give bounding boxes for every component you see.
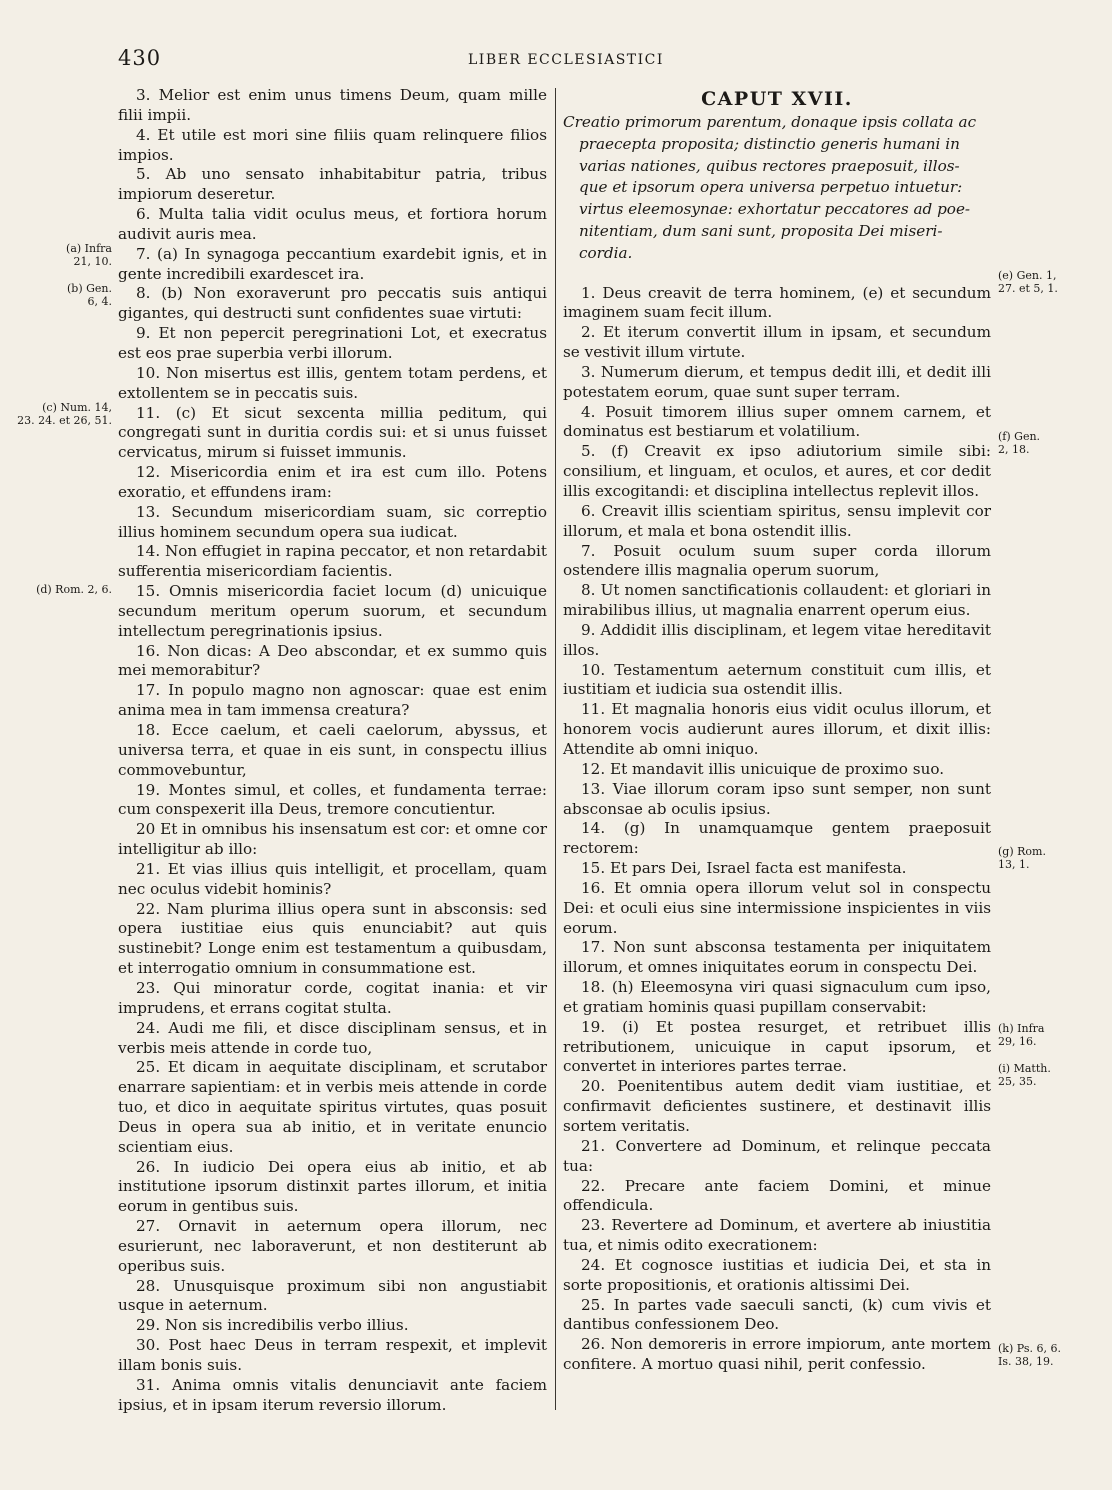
chapter-summary bbox=[563, 112, 991, 265]
summary-line: cordia. bbox=[579, 243, 633, 262]
verse: 6. Creavit illis scientiam spiritus, sensu implevit cor illorum, et mala et bona ostendit illis. bbox=[563, 501, 991, 540]
margin-note-d: (d) Rom. 2, 6. bbox=[36, 583, 112, 596]
verse: 29. Non sis incredibilis verbo illius. bbox=[136, 1316, 409, 1335]
verse: 24. Audi me fili, et disce disciplinam sensus, et in verbis meis attende in corde tuo, bbox=[118, 1018, 547, 1057]
verse: 20. Poenitentibus autem dedit viam iustitiae, et confirmavit deficientes sustinere, et destinavit illis sortem veritatis. bbox=[563, 1077, 991, 1136]
verse: 21. Convertere ad Dominum, et relinque peccata tua: bbox=[563, 1136, 991, 1175]
verse: 9. Et non pepercit peregrinationi Lot, et execratus est eos prae superbia verbi illorum. bbox=[118, 324, 547, 362]
margin-note-g: (g) Rom. 13, 1. bbox=[998, 845, 1046, 871]
verse: 23. Revertere ad Dominum, et avertere ab iniustitia tua, et nimis odito execrationem: bbox=[563, 1216, 991, 1255]
verse: 16. Non dicas: A Deo abscondar, et ex summo quis mei memorabitur? bbox=[118, 641, 547, 680]
summary-line: nitentiam, dum sani sunt, proposita Dei miseri- bbox=[579, 221, 943, 240]
verse: 4. Posuit timorem illius super omnem carnem, et dominatus est bestiarum et volatilium. bbox=[563, 402, 991, 441]
margin-note-h: (h) Infra 29, 16. bbox=[998, 1022, 1045, 1048]
verse: 22. Precare ante faciem Domini, et minue offendicula. bbox=[563, 1176, 991, 1215]
verse: 4. Et utile est mori sine filiis quam relinquere filios impios. bbox=[118, 125, 547, 164]
right-verses bbox=[563, 284, 991, 1375]
verse: 11. (c) Et sicut sexcenta millia peditum, qui congregati sunt in duritia cordis sui: et si unus fuisset cervicatus, mirum si fuisset immunis. bbox=[118, 403, 547, 462]
verse: 26. Non demoreris in errore impiorum, ante mortem confitere. A mortuo quasi nihil, perit confessio. bbox=[563, 1335, 991, 1374]
verse: 7. (a) In synagoga peccantium exardebit ignis, et in gente incredibili exardescet ira. bbox=[118, 244, 547, 283]
verse: 17. Non sunt absconsa testamenta per iniquitatem illorum, et omnes iniquitates eorum in conspectu Dei. bbox=[563, 938, 991, 977]
verse: 12. Misericordia enim et ira est cum illo. Potens exoratio, et effundens iram: bbox=[118, 463, 547, 501]
margin-note-e: (e) Gen. 1, 27. et 5, 1. bbox=[998, 269, 1058, 295]
summary-line: que et ipsorum opera universa perpetuo intuetur: bbox=[579, 178, 963, 197]
verse: 15. Omnis misericordia faciet locum (d) unicuique secundum meritum operum suorum, et secundum intellectum peregrinationis ipsius. bbox=[118, 582, 547, 640]
chapter-heading: CAPUT XVII. bbox=[701, 88, 853, 110]
right-column bbox=[563, 86, 991, 1375]
verse: 31. Anima omnis vitalis denunciavit ante faciem ipsius, et in ipsam iterum reversio illorum. bbox=[118, 1375, 547, 1414]
margin-note-f: (f) Gen. 2, 18. bbox=[998, 430, 1041, 456]
verse: 3. Numerum dierum, et tempus dedit illi, et dedit illi potestatem eorum, quae sunt super terram. bbox=[563, 362, 991, 401]
verse: 30. Post haec Deus in terram respexit, et implevit illam bonis suis. bbox=[118, 1336, 547, 1374]
verse: 24. Et cognosce iustitias et iudicia Dei, et sta in sorte propositionis, et orationis altissimi Dei. bbox=[563, 1255, 991, 1294]
verse: 10. Testamentum aeternum constituit cum illis, et iustitiam et iudicia sua ostendit illis. bbox=[563, 660, 991, 699]
verse: 18. (h) Eleemosyna viri quasi signaculum cum ipso, et gratiam hominis quasi pupillam conservabit: bbox=[563, 978, 991, 1016]
verse: 21. Et vias illius quis intelligit, et procellam, quam nec oculus videbit hominis? bbox=[118, 859, 547, 898]
verse: 1. Deus creavit de terra hominem, (e) et secundum imaginem suam fecit illum. bbox=[563, 283, 991, 322]
margin-note-k: (k) Ps. 6, 6. Is. 38, 19. bbox=[998, 1342, 1061, 1368]
summary-line: Creatio primorum parentum, donaque ipsis collata ac bbox=[563, 113, 977, 131]
verse: 14. Non effugiet in rapina peccator, et non retardabit sufferentia misericordiam facientis. bbox=[118, 542, 547, 581]
verse: 28. Unusquisque proximum sibi non angustiabit usque in aeternum. bbox=[118, 1276, 547, 1315]
verse: 6. Multa talia vidit oculus meus, et fortiora horum audivit auris mea. bbox=[118, 205, 547, 243]
verse: 9. Addidit illis disciplinam, et legem vitae hereditavit illos. bbox=[563, 620, 991, 659]
verse: 25. Et dicam in aequitate disciplinam, et scrutabor enarrare sapientiam: et in verbis meis attende in corde tuo, et dico in aequitate spiritus virtutes, quas posuit Deus in opera sua ab initio, et in veritate enuncio scientiam eius. bbox=[118, 1058, 547, 1156]
summary-line: varias nationes, quibus rectores praeposuit, illos- bbox=[579, 156, 960, 175]
verse: 5. Ab uno sensato inhabitabitur patria, tribus impiorum deseretur. bbox=[118, 165, 547, 204]
page-number: 430 bbox=[118, 46, 162, 70]
verse: 5. (f) Creavit ex ipso adiutorium simile sibi: consilium, et linguam, et oculos, et aures, et cor dedit illis excogitandi: et disciplina intellectus replevit illos. bbox=[563, 442, 991, 501]
column-divider bbox=[555, 88, 556, 1410]
verse: 18. Ecce caelum, et caeli caelorum, abyssus, et universa terra, et quae in eis sunt, in conspectu illius commovebuntur, bbox=[118, 721, 547, 779]
verse: 19. (i) Et postea resurget, et retribuet illis retributionem, unicuique in caput ipsorum, et convertet in interiores partes terrae. bbox=[563, 1017, 991, 1076]
verse: 15. Et pars Dei, Israel facta est manifesta. bbox=[581, 859, 907, 878]
verse: 25. In partes vade saeculi sancti, (k) cum vivis et dantibus confessionem Deo. bbox=[563, 1295, 991, 1334]
margin-note-c: (c) Num. 14, 23. 24. et 26, 51. bbox=[17, 401, 112, 427]
verse: 8. (b) Non exoraverunt pro peccatis suis antiqui gigantes, qui destructi sunt confidentes suae virtuti: bbox=[118, 284, 547, 323]
verse: 13. Viae illorum coram ipso sunt semper, non sunt absconsae ab oculis ipsius. bbox=[563, 779, 991, 818]
verse: 16. Et omnia opera illorum velut sol in conspectu Dei: et oculi eius sine intermissione inspicientes in viis eorum. bbox=[563, 878, 991, 937]
summary-line: praecepta proposita; distinctio generis humani in bbox=[579, 134, 960, 153]
verse: 26. In iudicio Dei opera eius ab initio, et ab institutione ipsorum distinxit partes illorum, et initia eorum in gentibus suis. bbox=[118, 1157, 547, 1216]
verse: 20 Et in omnibus his insensatum est cor: et omne cor intelligitur ab illo: bbox=[118, 820, 547, 859]
running-title: LIBER ECCLESIASTICI bbox=[468, 52, 664, 68]
verse: 11. Et magnalia honoris eius vidit oculus illorum, et honorem vocis audierunt aures illorum, et dixit illis: Attendite ab omni iniquo. bbox=[563, 700, 991, 758]
verse: 27. Ornavit in aeternum opera illorum, nec esurierunt, nec laboraverunt, et non destiterunt ab operibus suis. bbox=[118, 1217, 547, 1275]
verse: 19. Montes simul, et colles, et fundamenta terrae: cum conspexerit illa Deus, tremore concutientur. bbox=[118, 780, 547, 819]
verse: 2. Et iterum convertit illum in ipsam, et secundum se vestivit illum virtute. bbox=[563, 323, 991, 362]
margin-note-b: (b) Gen. 6, 4. bbox=[67, 282, 112, 308]
verse: 8. Ut nomen sanctificationis collaudent: et gloriari in mirabilibus illius, ut magnalia enarrent operum eius. bbox=[563, 581, 991, 620]
verse: 17. In populo magno non agnoscar: quae est enim anima mea in tam immensa creatura? bbox=[118, 681, 547, 720]
verse: 23. Qui minoratur corde, cogitat inania: et vir imprudens, et errans cogitat stulta. bbox=[118, 978, 547, 1017]
verse: 13. Secundum misericordiam suam, sic correptio illius hominem secundum opera sua iudicat. bbox=[118, 502, 547, 541]
left-column bbox=[118, 86, 547, 1416]
margin-note-i: (i) Matth. 25, 35. bbox=[998, 1062, 1051, 1088]
verse: 3. Melior est enim unus timens Deum, quam mille filii impii. bbox=[118, 86, 547, 124]
verse: 22. Nam plurima illius opera sunt in absconsis: sed opera iustitiae eius quis enunciabit? aut quis sustinebit? Longe enim est testamentum a quibusdam, et interrogatio omnium in consummatione est. bbox=[118, 899, 547, 978]
margin-note-a: (a) Infra 21, 10. bbox=[66, 242, 112, 268]
verse: 12. Et mandavit illis unicuique de proximo suo. bbox=[581, 759, 945, 778]
summary-line: virtus eleemosynae: exhortatur peccatores ad poe- bbox=[579, 200, 971, 219]
verse: 7. Posuit oculum suum super corda illorum ostendere illis magnalia operum suorum, bbox=[563, 541, 991, 580]
verse: 14. (g) In unamquamque gentem praeposuit rectorem: bbox=[563, 819, 991, 858]
verse: 10. Non misertus est illis, gentem totam perdens, et extollentem se in peccatis suis. bbox=[118, 363, 547, 402]
